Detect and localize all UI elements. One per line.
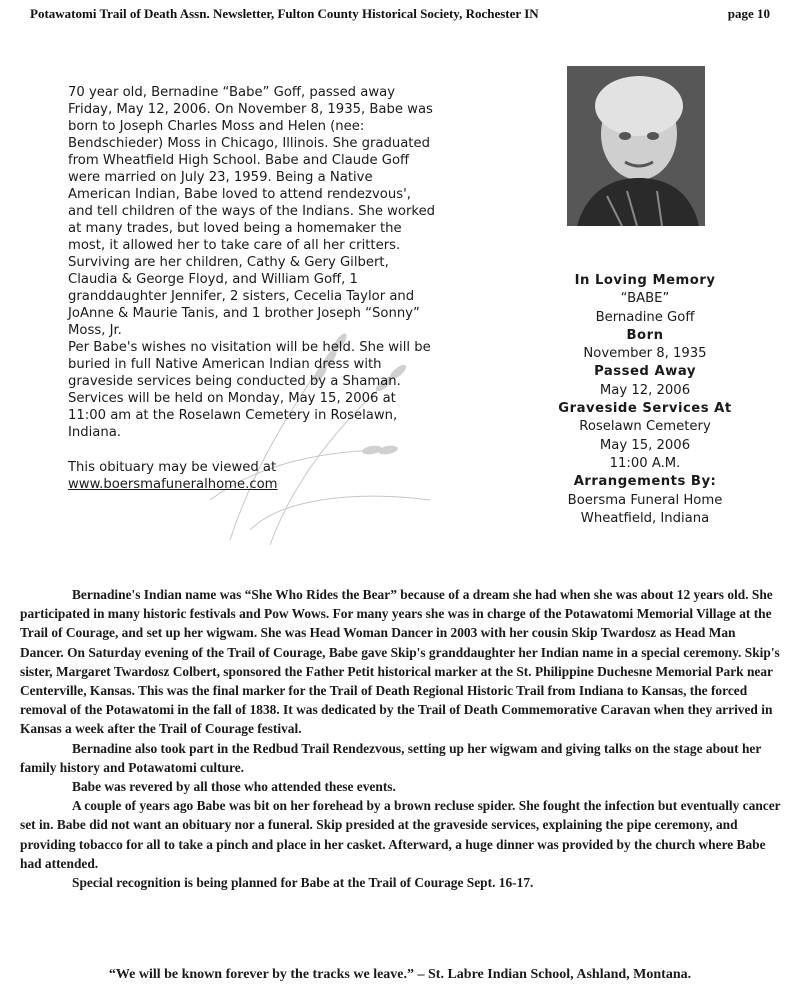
article-paragraph: Bernadine also took part in the Redbud Trail Rendezvous, setting up her wigwam and giving talks on the stage about her family history and Potawatomi culture. (20, 740, 762, 775)
article-paragraph: Bernadine's Indian name was “She Who Rides the Bear” because of a dream she had when she was about 12 years old. She participated in many historic festivals and Pow Wows. For many years she was in charge of the Potawatomi Memorial Village at the Trail of Courage, and set up her wigwam. She was Head Woman Dancer in 2003 with her cousin Skip Twardosz as Head Man Dancer. On Saturday evening of the Trail of Courage, Babe gave Skip's granddaughter her Indian name in a special ceremony. Skip's sister, Margaret Twardosz Colbert, sponsored the Father Petit historical marker at the St. Philippine Duchesne Memorial Park near Centerville, Kansas. This was the final marker for the Trail of Death Regional Historic Trail from Indiana to Kansas, the forced removal of the Potawatomi in the fall of 1838. It was dedicated by the Trail of Death Commemorative Caravan when they arrived in Kansas a week after the Trail of Courage festival. (20, 587, 780, 737)
footer-quote: “We will be known forever by the tracks we leave.” – St. Labre Indian School, Ashland, Montana. (108, 967, 692, 982)
funeral-home-city: Wheatfield, Indiana (580, 510, 710, 526)
portrait-photo (567, 66, 705, 226)
services-date: May 15, 2006 (599, 437, 691, 453)
services-place: Roselawn Cemetery (579, 419, 711, 435)
article-paragraph: Babe was revered by all those who attended these events. (72, 779, 396, 795)
arrangements-label: Arrangements By: (573, 474, 717, 490)
article-paragraph: Special recognition is being planned for Babe at the Trail of Courage Sept. 16-17. (72, 875, 534, 891)
newsletter-title: Potawatomi Trail of Death Assn. Newsletter, Fulton County Historical Society, Rochester IN (30, 6, 539, 21)
obituary-view-text: This obituary may be viewed at (68, 460, 277, 475)
memorial-heading: In Loving Memory (574, 273, 716, 288)
passed-label: Passed Away (594, 364, 696, 380)
newsletter-header (30, 6, 770, 24)
obituary-survivors: Surviving are her children, Cathy & Gery Gilbert, Claudia & George Floyd, and William Goff, 1 granddaughter Jennifer, 2 sisters, Cecelia Taylor and JoAnne & Maurie Tanis, and 1 brother Joseph “Sonny” Moss, Jr. (68, 255, 420, 338)
memorial-card (540, 272, 750, 528)
obituary-text (68, 84, 438, 493)
funeral-home-link[interactable]: www.boersmafuneralhome.com (68, 477, 278, 492)
funeral-home-name: Boersma Funeral Home (567, 492, 723, 508)
born-label: Born (626, 327, 664, 343)
born-date: November 8, 1935 (583, 346, 707, 362)
passed-date: May 12, 2006 (599, 382, 691, 398)
obituary-services: Per Babe's wishes no visitation will be held. She will be buried in full Native American Indian dress with graveside services being conducted by a Shaman. Services will be held on Monday, May 15, 2006 at 11:00 am at the Roselawn Cemetery in Roselawn, Indiana. (68, 340, 431, 440)
memorial-nickname: “BABE” (620, 291, 670, 307)
services-label: Graveside Services At (558, 401, 732, 417)
obituary-paragraph: 70 year old, Bernadine “Babe” Goff, passed away Friday, May 12, 2006. On November 8, 1935, Babe was born to Joseph Charles Moss and Helen (nee: Bendschieder) Moss in Chicago, Illinois. She graduated from Wheatfield High School. Babe and Claude Goff were married on July 23, 1959. Being a Native American Indian, Babe loved to attend rendezvous', and tell children of the ways of the Indians. She worked at many trades, but loved being a homemaker the most, it allowed her to take care of all her critters. (68, 85, 436, 253)
article-paragraph: A couple of years ago Babe was bit on her forehead by a brown recluse spider. She fought the infection but eventually cancer set in. Babe did not want an obituary nor a funeral. Skip presided at the graveside services, explaining the pipe ceremony, and providing tobacco for all to take a pinch and place in her casket. Afterward, a huge dinner was provided by the church where Babe had attended. (20, 798, 781, 871)
article-body (20, 585, 782, 892)
services-time: 11:00 A.M. (609, 455, 681, 471)
memorial-name: Bernadine Goff (595, 309, 695, 325)
page-number: page 10 (727, 6, 770, 21)
